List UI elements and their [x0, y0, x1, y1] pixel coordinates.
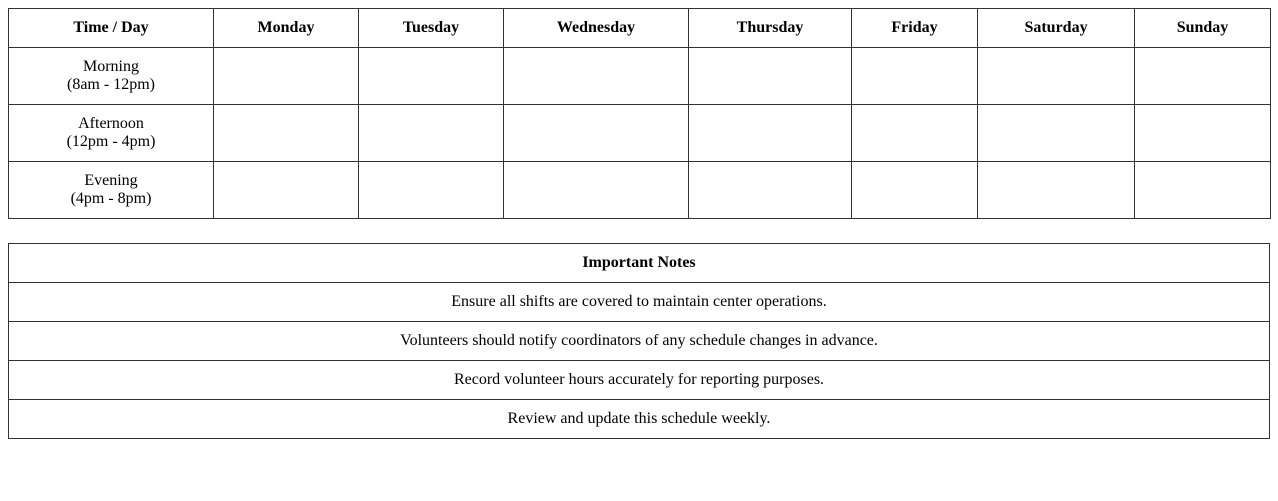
day-header-tuesday: Tuesday: [359, 9, 504, 48]
day-header-saturday: Saturday: [978, 9, 1135, 48]
schedule-cell[interactable]: [1135, 105, 1271, 162]
schedule-row-morning: [9, 48, 1271, 105]
note-row: [9, 400, 1270, 439]
time-slot-name: Morning: [83, 58, 139, 75]
schedule-cell[interactable]: [359, 105, 504, 162]
day-header-wednesday: Wednesday: [504, 9, 689, 48]
schedule-row-afternoon: [9, 105, 1271, 162]
schedule-cell[interactable]: [214, 105, 359, 162]
time-slot-range: (12pm - 4pm): [66, 133, 156, 150]
schedule-cell[interactable]: [689, 48, 852, 105]
schedule-cell[interactable]: [214, 48, 359, 105]
schedule-cell[interactable]: [504, 48, 689, 105]
schedule-cell[interactable]: [978, 48, 1135, 105]
note-row: [9, 283, 1270, 322]
day-header-friday: Friday: [852, 9, 978, 48]
schedule-cell[interactable]: [852, 162, 978, 219]
time-day-header: Time / Day: [9, 9, 214, 48]
note-text: Review and update this schedule weekly.: [9, 400, 1270, 439]
important-notes-table: [8, 243, 1270, 439]
time-slot-label: [9, 48, 214, 105]
note-row: [9, 322, 1270, 361]
schedule-cell[interactable]: [359, 162, 504, 219]
schedule-header-row: [9, 9, 1271, 48]
volunteer-schedule-table: [8, 8, 1271, 219]
note-text: Ensure all shifts are covered to maintain center operations.: [9, 283, 1270, 322]
time-slot-name: Afternoon: [78, 115, 144, 132]
schedule-cell[interactable]: [504, 105, 689, 162]
note-text: Record volunteer hours accurately for reporting purposes.: [9, 361, 1270, 400]
schedule-cell[interactable]: [1135, 48, 1271, 105]
schedule-cell[interactable]: [978, 105, 1135, 162]
schedule-cell[interactable]: [852, 48, 978, 105]
schedule-cell[interactable]: [504, 162, 689, 219]
time-slot-range: (8am - 12pm): [67, 76, 155, 93]
schedule-row-evening: [9, 162, 1271, 219]
note-row: [9, 361, 1270, 400]
day-header-sunday: Sunday: [1135, 9, 1271, 48]
notes-header-row: [9, 244, 1270, 283]
schedule-cell[interactable]: [359, 48, 504, 105]
time-slot-label: [9, 162, 214, 219]
day-header-thursday: Thursday: [689, 9, 852, 48]
day-header-monday: Monday: [214, 9, 359, 48]
note-text: Volunteers should notify coordinators of any schedule changes in advance.: [9, 322, 1270, 361]
schedule-cell[interactable]: [852, 105, 978, 162]
schedule-cell[interactable]: [214, 162, 359, 219]
notes-title: Important Notes: [9, 244, 1270, 283]
time-slot-label: [9, 105, 214, 162]
schedule-cell[interactable]: [978, 162, 1135, 219]
schedule-cell[interactable]: [1135, 162, 1271, 219]
schedule-cell[interactable]: [689, 105, 852, 162]
schedule-cell[interactable]: [689, 162, 852, 219]
time-slot-name: Evening: [84, 172, 138, 189]
time-slot-range: (4pm - 8pm): [70, 190, 152, 207]
